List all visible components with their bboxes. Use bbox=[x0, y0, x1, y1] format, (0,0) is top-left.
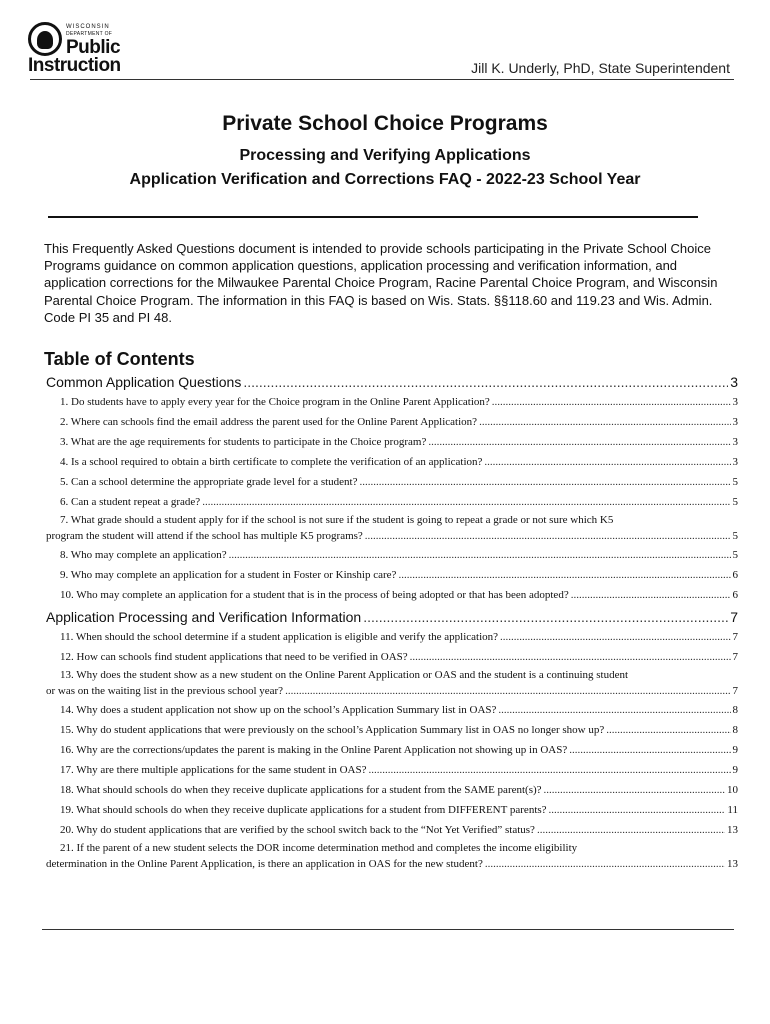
toc-leader bbox=[229, 545, 731, 565]
toc-section-common-questions[interactable] bbox=[46, 372, 738, 392]
toc-entry-label: 7. What grade should a student apply for if the school is not sure if the student is going to repeat a grade or not sure which K5 bbox=[60, 514, 614, 526]
dpi-seal-icon bbox=[28, 22, 62, 56]
logo-public: Public bbox=[66, 37, 121, 58]
toc-section-label: Application Processing and Verification Information bbox=[46, 609, 362, 625]
logo-line1: WISCONSIN bbox=[66, 24, 110, 30]
toc-entry-label-cont: determination in the Online Parent Application, is there an application in OAS for the new student? bbox=[46, 858, 483, 870]
toc-entry-label: 12. How can schools find student applications that need to be verified in OAS? bbox=[60, 651, 408, 663]
toc-section-processing-verification[interactable] bbox=[46, 607, 738, 627]
toc-leader bbox=[285, 683, 730, 700]
toc-leader bbox=[606, 720, 730, 740]
document-title: Private School Choice Programs bbox=[222, 112, 548, 135]
toc-entry-page: 3 bbox=[732, 436, 738, 448]
toc-entry[interactable] bbox=[46, 492, 738, 512]
toc-entry-label: 1. Do students have to apply every year for the Choice program in the Online Parent Application? bbox=[60, 396, 490, 408]
toc-leader bbox=[363, 607, 728, 627]
logo-instruction: Instruction bbox=[28, 55, 121, 76]
toc-entry-label: 14. Why does a student application not show up on the school’s Application Summary list in OAS? bbox=[60, 704, 497, 716]
toc-leader bbox=[410, 647, 731, 667]
toc-entry[interactable] bbox=[46, 472, 738, 492]
toc-entry[interactable] bbox=[46, 800, 738, 820]
toc-entry-label: 16. Why are the corrections/updates the parent is making in the Online Parent Application not showing up in OAS? bbox=[60, 744, 568, 756]
toc-entry[interactable] bbox=[46, 667, 738, 700]
toc-entry-page: 13 bbox=[727, 858, 738, 870]
toc-entry-label: 3. What are the age requirements for students to participate in the Choice program? bbox=[60, 436, 427, 448]
toc-leader bbox=[500, 627, 730, 647]
toc-entry-label: 5. Can a school determine the appropriate grade level for a student? bbox=[60, 476, 358, 488]
toc-entry-page: 5 bbox=[732, 476, 738, 488]
toc-entry-label: 13. Why does the student show as a new student on the Online Parent Application or OAS and the student is a continuing student bbox=[60, 669, 629, 681]
toc-entry-page: 8 bbox=[732, 724, 738, 736]
toc-entry-page: 6 bbox=[732, 589, 738, 601]
toc-leader bbox=[571, 585, 731, 605]
footer-divider bbox=[42, 929, 734, 930]
toc-entry-page: 13 bbox=[727, 824, 738, 836]
toc-entry-page: 7 bbox=[732, 631, 738, 643]
toc-entry-page: 7 bbox=[732, 685, 738, 697]
toc-section-page: 7 bbox=[730, 609, 738, 625]
toc-section-page: 3 bbox=[730, 374, 738, 390]
toc-leader bbox=[202, 492, 730, 512]
toc-leader bbox=[484, 452, 730, 472]
toc-entry[interactable] bbox=[46, 840, 738, 873]
toc-section-label: Common Application Questions bbox=[46, 374, 242, 390]
toc-leader bbox=[369, 760, 731, 780]
toc-entry-label: 9. Who may complete an application for a student in Foster or Kinship care? bbox=[60, 569, 397, 581]
toc-entry-page: 5 bbox=[732, 496, 738, 508]
intro-paragraph: This Frequently Asked Questions document is intended to provide schools participating in the Private School Choice Programs guidance on common application questions, application processing and verification information, and application corrections for the Milwaukee Parental Choice Program, Racine Parental Choice Program, and Wisconsin Parental Choice Program. The information in this FAQ is based on Wis. Stats. §§118.60 and 119.23 and Wis. Admin. Code PI 35 and PI 48. bbox=[44, 241, 718, 325]
toc-entry[interactable] bbox=[46, 512, 738, 545]
toc-leader bbox=[243, 372, 728, 392]
toc-entry-label: 6. Can a student repeat a grade? bbox=[60, 496, 201, 508]
logo-line2: DEPARTMENT OF bbox=[66, 31, 113, 37]
toc-entry-label: 17. Why are there multiple applications for the same student in OAS? bbox=[60, 764, 367, 776]
toc-entry[interactable] bbox=[46, 545, 738, 565]
dpi-logo bbox=[26, 18, 126, 74]
toc-leader bbox=[479, 412, 730, 432]
toc-entry-page: 9 bbox=[732, 764, 738, 776]
toc-entry-label-cont: program the student will attend if the school has multiple K5 programs? bbox=[46, 530, 363, 542]
table-of-contents bbox=[46, 372, 738, 873]
toc-entry-label: 8. Who may complete an application? bbox=[60, 549, 227, 561]
toc-entry-label: 10. Who may complete an application for a student that is in the process of being adopted or that has been adopted? bbox=[60, 589, 569, 601]
toc-entry-label: 20. Why do student applications that are verified by the school switch back to the “Not Yet Verified” status? bbox=[60, 824, 535, 836]
toc-entry-page: 5 bbox=[732, 549, 738, 561]
toc-entry-page: 11 bbox=[727, 804, 738, 816]
toc-entry[interactable] bbox=[46, 585, 738, 605]
toc-entry-page: 3 bbox=[732, 456, 738, 468]
header-divider bbox=[30, 79, 734, 80]
toc-entry-label: 21. If the parent of a new student selects the DOR income determination method and completes the income eligibility bbox=[60, 842, 578, 854]
toc-leader bbox=[544, 780, 725, 800]
toc-entry-page: 9 bbox=[732, 744, 738, 756]
toc-entry-label-cont: or was on the waiting list in the previous school year? bbox=[46, 685, 284, 697]
toc-entry[interactable] bbox=[46, 740, 738, 760]
toc-leader bbox=[365, 528, 731, 545]
toc-leader bbox=[569, 740, 730, 760]
toc-leader bbox=[498, 700, 730, 720]
toc-entry-page: 3 bbox=[732, 396, 738, 408]
toc-entry-label: 19. What should schools do when they receive duplicate applications for a student from DIFFERENT parents? bbox=[60, 804, 547, 816]
toc-entry-label: 18. What should schools do when they receive duplicate applications for a student from the SAME parent(s)? bbox=[60, 784, 542, 796]
document-subtitle-2: Application Verification and Corrections FAQ - 2022-23 School Year bbox=[129, 171, 641, 188]
toc-entry[interactable] bbox=[46, 392, 738, 412]
document-subtitle: Processing and Verifying Applications bbox=[239, 147, 531, 164]
title-divider bbox=[48, 216, 698, 218]
toc-leader bbox=[492, 392, 731, 412]
toc-entry-label: 15. Why do student applications that were previously on the school’s Application Summary list in OAS no longer show up? bbox=[60, 724, 605, 736]
toc-leader bbox=[549, 800, 726, 820]
toc-entry[interactable] bbox=[46, 452, 738, 472]
toc-leader bbox=[537, 820, 725, 840]
toc-entry[interactable] bbox=[46, 647, 738, 667]
toc-entry[interactable] bbox=[46, 700, 738, 720]
toc-leader bbox=[360, 472, 731, 492]
superintendent-name: Jill K. Underly, PhD, State Superintendent bbox=[471, 60, 730, 76]
toc-entry[interactable] bbox=[46, 760, 738, 780]
title-block bbox=[0, 110, 770, 190]
toc-entry[interactable] bbox=[46, 780, 738, 800]
toc-heading: Table of Contents bbox=[44, 349, 195, 369]
toc-entry-page: 10 bbox=[727, 784, 738, 796]
toc-entry-page: 5 bbox=[732, 530, 738, 542]
toc-entry-label: 11. When should the school determine if a student application is eligible and verify the application? bbox=[60, 631, 499, 643]
toc-entry[interactable] bbox=[46, 565, 738, 585]
toc-entry[interactable] bbox=[46, 432, 738, 452]
toc-entry-label: 4. Is a school required to obtain a birth certificate to complete the verification of an application? bbox=[60, 456, 483, 468]
toc-entry-page: 8 bbox=[732, 704, 738, 716]
toc-entry-page: 7 bbox=[732, 651, 738, 663]
toc-entry[interactable] bbox=[46, 627, 738, 647]
toc-entry[interactable] bbox=[46, 412, 738, 432]
toc-entry-page: 6 bbox=[732, 569, 738, 581]
toc-leader bbox=[428, 432, 730, 452]
toc-entry[interactable] bbox=[46, 720, 738, 740]
toc-leader bbox=[485, 856, 725, 873]
toc-entry-label: 2. Where can schools find the email address the parent used for the Online Parent Application? bbox=[60, 416, 478, 428]
toc-entry[interactable] bbox=[46, 820, 738, 840]
toc-leader bbox=[398, 565, 730, 585]
toc-entry-page: 3 bbox=[732, 416, 738, 428]
